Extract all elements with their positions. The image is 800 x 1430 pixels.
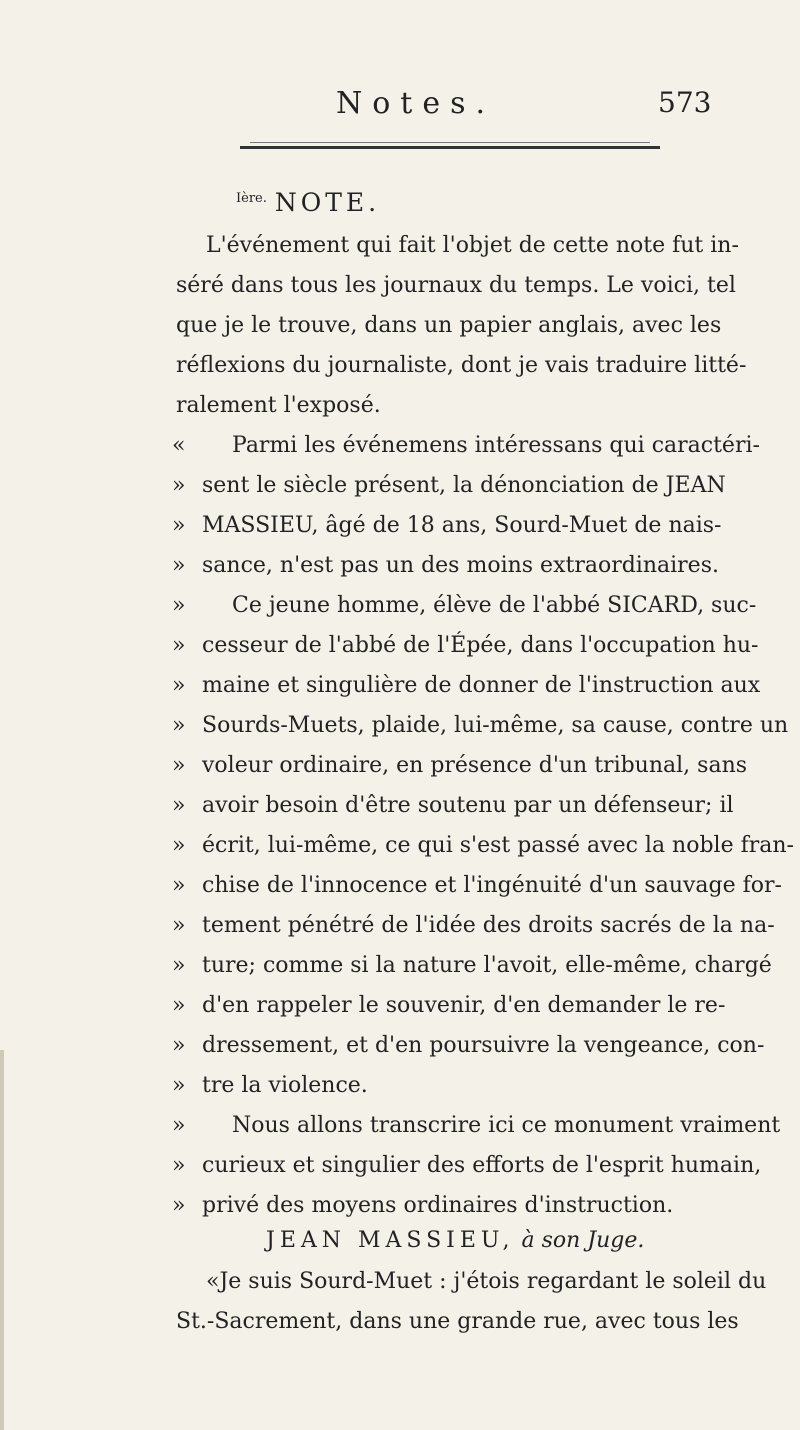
quote-mark: » (172, 553, 186, 578)
line-text: sent le siècle présent, la dénonciation de JEAN (202, 473, 726, 498)
intro-line (176, 346, 746, 386)
page-number: 573 (658, 86, 712, 119)
quote-line (172, 946, 772, 986)
line-text: dressement, et d'en poursuivre la vengeance, con- (202, 1033, 765, 1058)
letter-line (176, 1262, 766, 1302)
quote-line (172, 786, 734, 826)
quote-mark: » (172, 633, 186, 658)
quote-line (172, 586, 756, 626)
quote-mark: » (172, 473, 186, 498)
quote-mark: » (172, 953, 186, 978)
intro-line (176, 306, 721, 346)
note-title: NOTE. (274, 188, 381, 217)
quote-line (172, 1106, 780, 1146)
page-edge-shadow (0, 1050, 4, 1430)
signature-addressee: à son Juge. (521, 1228, 645, 1253)
line-text: sance, n'est pas un des moins extraordinaires. (202, 553, 719, 578)
line-text: écrit, lui-même, ce qui s'est passé avec la noble fran- (202, 833, 794, 858)
line-text: maine et singulière de donner de l'instruction aux (202, 673, 761, 698)
line-text: tement pénétré de l'idée des droits sacrés de la na- (202, 913, 775, 938)
quote-line (172, 1026, 764, 1066)
line-text: Sourds-Muets, plaide, lui-même, sa cause, contre un (202, 713, 789, 738)
quote-mark: « (172, 433, 186, 458)
quote-line (172, 746, 747, 786)
intro-line (176, 226, 739, 266)
line-text: séré dans tous les journaux du temps. Le voici, tel (176, 273, 736, 298)
quote-mark: » (172, 993, 186, 1018)
quote-line (172, 826, 794, 866)
line-text: avoir besoin d'être soutenu par un défenseur; il (202, 793, 734, 818)
signature-name: JEAN MASSIEU, (266, 1228, 515, 1253)
quote-line (172, 1186, 673, 1226)
quote-line (172, 466, 726, 506)
quote-line (172, 666, 760, 706)
quote-line (172, 1146, 761, 1186)
quote-mark: » (172, 593, 186, 618)
quote-mark: » (172, 1193, 186, 1218)
line-text: ture; comme si la nature l'avoit, elle-même, chargé (202, 953, 772, 978)
quote-line (172, 866, 782, 906)
line-text: réflexions du journaliste, dont je vais traduire litté- (176, 353, 747, 378)
quote-mark: » (172, 1153, 186, 1178)
line-text: Nous allons transcrire ici ce monument vraiment (232, 1113, 781, 1138)
line-text: MASSIEU, âgé de 18 ans, Sourd-Muet de nais- (202, 513, 722, 538)
line-text: tre la violence. (202, 1073, 368, 1098)
line-text: privé des moyens ordinaires d'instruction. (202, 1193, 674, 1218)
quote-mark: » (172, 873, 186, 898)
line-text: voleur ordinaire, en présence d'un tribunal, sans (202, 753, 748, 778)
quote-line (172, 546, 719, 586)
line-text: L'événement qui fait l'objet de cette note fut in- (206, 233, 739, 258)
quote-mark: » (172, 1033, 186, 1058)
line-text: Parmi les événemens intéressans qui caractéri- (232, 433, 760, 458)
quote-line (172, 906, 775, 946)
line-text: ralement l'exposé. (176, 393, 381, 418)
line-text: d'en rappeler le souvenir, d'en demander le re- (202, 993, 726, 1018)
note-heading (236, 188, 380, 217)
quote-line (172, 426, 760, 466)
quote-mark: » (172, 913, 186, 938)
letter-line (176, 1302, 739, 1342)
running-head (0, 86, 800, 126)
quote-mark: » (172, 833, 186, 858)
quote-mark: » (172, 793, 186, 818)
quote-mark: » (172, 673, 186, 698)
quote-mark: » (172, 753, 186, 778)
quote-line (172, 1066, 368, 1106)
quote-mark: » (172, 513, 186, 538)
quote-line (172, 506, 722, 546)
header-rule (240, 146, 660, 149)
line-text: St.-Sacrement, dans une grande rue, avec tous les (176, 1309, 739, 1334)
quote-line (172, 626, 759, 666)
intro-line (176, 266, 736, 306)
line-text: que je le trouve, dans un papier anglais, avec les (176, 313, 722, 338)
quote-line (172, 706, 788, 746)
note-ordinal: Ière. (236, 191, 267, 206)
line-text: Ce jeune homme, élève de l'abbé SICARD, suc- (232, 593, 757, 618)
line-text: chise de l'innocence et l'ingénuité d'un sauvage for- (202, 873, 782, 898)
line-text: cesseur de l'abbé de l'Épée, dans l'occupation hu- (202, 633, 759, 658)
quote-mark: » (172, 713, 186, 738)
intro-line (176, 386, 381, 426)
line-text: curieux et singulier des efforts de l'esprit humain, (202, 1153, 762, 1178)
line-text: «Je suis Sourd-Muet : j'étois regardant le soleil du (206, 1269, 767, 1294)
quote-mark: » (172, 1073, 186, 1098)
header-rule-thin (250, 142, 650, 143)
quote-line (172, 986, 725, 1026)
letter-signature (266, 1228, 644, 1253)
quote-mark: » (172, 1113, 186, 1138)
running-title: Notes. (336, 86, 496, 121)
